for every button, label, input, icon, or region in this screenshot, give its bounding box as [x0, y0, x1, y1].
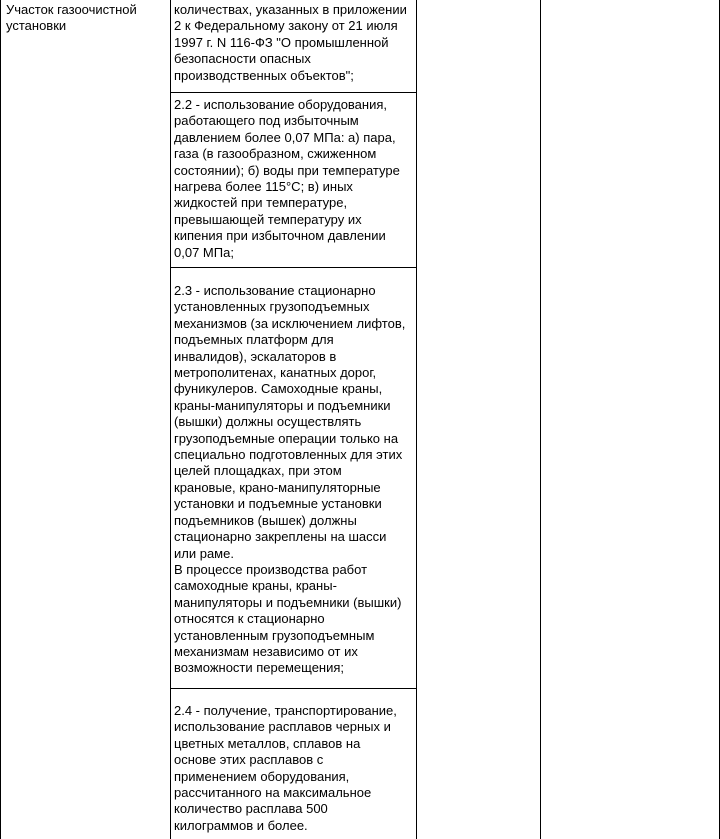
facility-column	[0, 0, 170, 839]
conditions-column	[170, 0, 416, 839]
condition-text-2-3: 2.3 - использование стационарно установленных грузоподъемных механизмов (за исключением лифтов, подъемных платформ для инвалидов), эскалаторов в метрополитенах, канатных дорог, фуникулеров. Самоходные краны, краны-манипуляторы и подъемники (вышки) должны осуществлять грузоподъемные операции только на специально подготовленных для этих целей площадках, при этом крановые, крано-манипуляторные установки и подъемные установки подъемников (вышек) должны стационарно закреплены на шасси или раме. В процессе производства работ самоходные краны, краны- манипуляторы и подъемники (вышки) относятся к стационарно установленным грузоподъемным механизмам независимо от их возможности перемещения;	[174, 283, 406, 676]
empty-column-4	[540, 0, 720, 839]
condition-divider	[171, 92, 417, 93]
condition-text-2-2: 2.2 - использование оборудования, работающего под избыточным давлением более 0,07 МПа: а) пара, газа (в газообразном, сжиженном состоянии); б) воды при температуре нагрева более 115°С; в) иных жидкостей при температуре, превышающей температуру их кипения при избыточном давлении 0,07 МПа;	[174, 97, 400, 260]
condition-divider	[171, 267, 417, 268]
empty-column-3	[416, 0, 540, 839]
condition-text-2-4: 2.4 - получение, транспортирование, использование расплавов черных и цветных металлов, сплавов на основе этих расплавов с применением оборудования, рассчитанного на максимальное количество расплава 500 килограммов и более.	[174, 703, 397, 833]
facility-name: Участок газоочистной установки	[6, 2, 137, 34]
condition-divider	[171, 688, 417, 689]
condition-text-intro: количествах, указанных в приложении 2 к Федеральному закону от 21 июля 1997 г. N 116-ФЗ "О промышленной безопасности опасных производственных объектов";	[174, 2, 407, 83]
